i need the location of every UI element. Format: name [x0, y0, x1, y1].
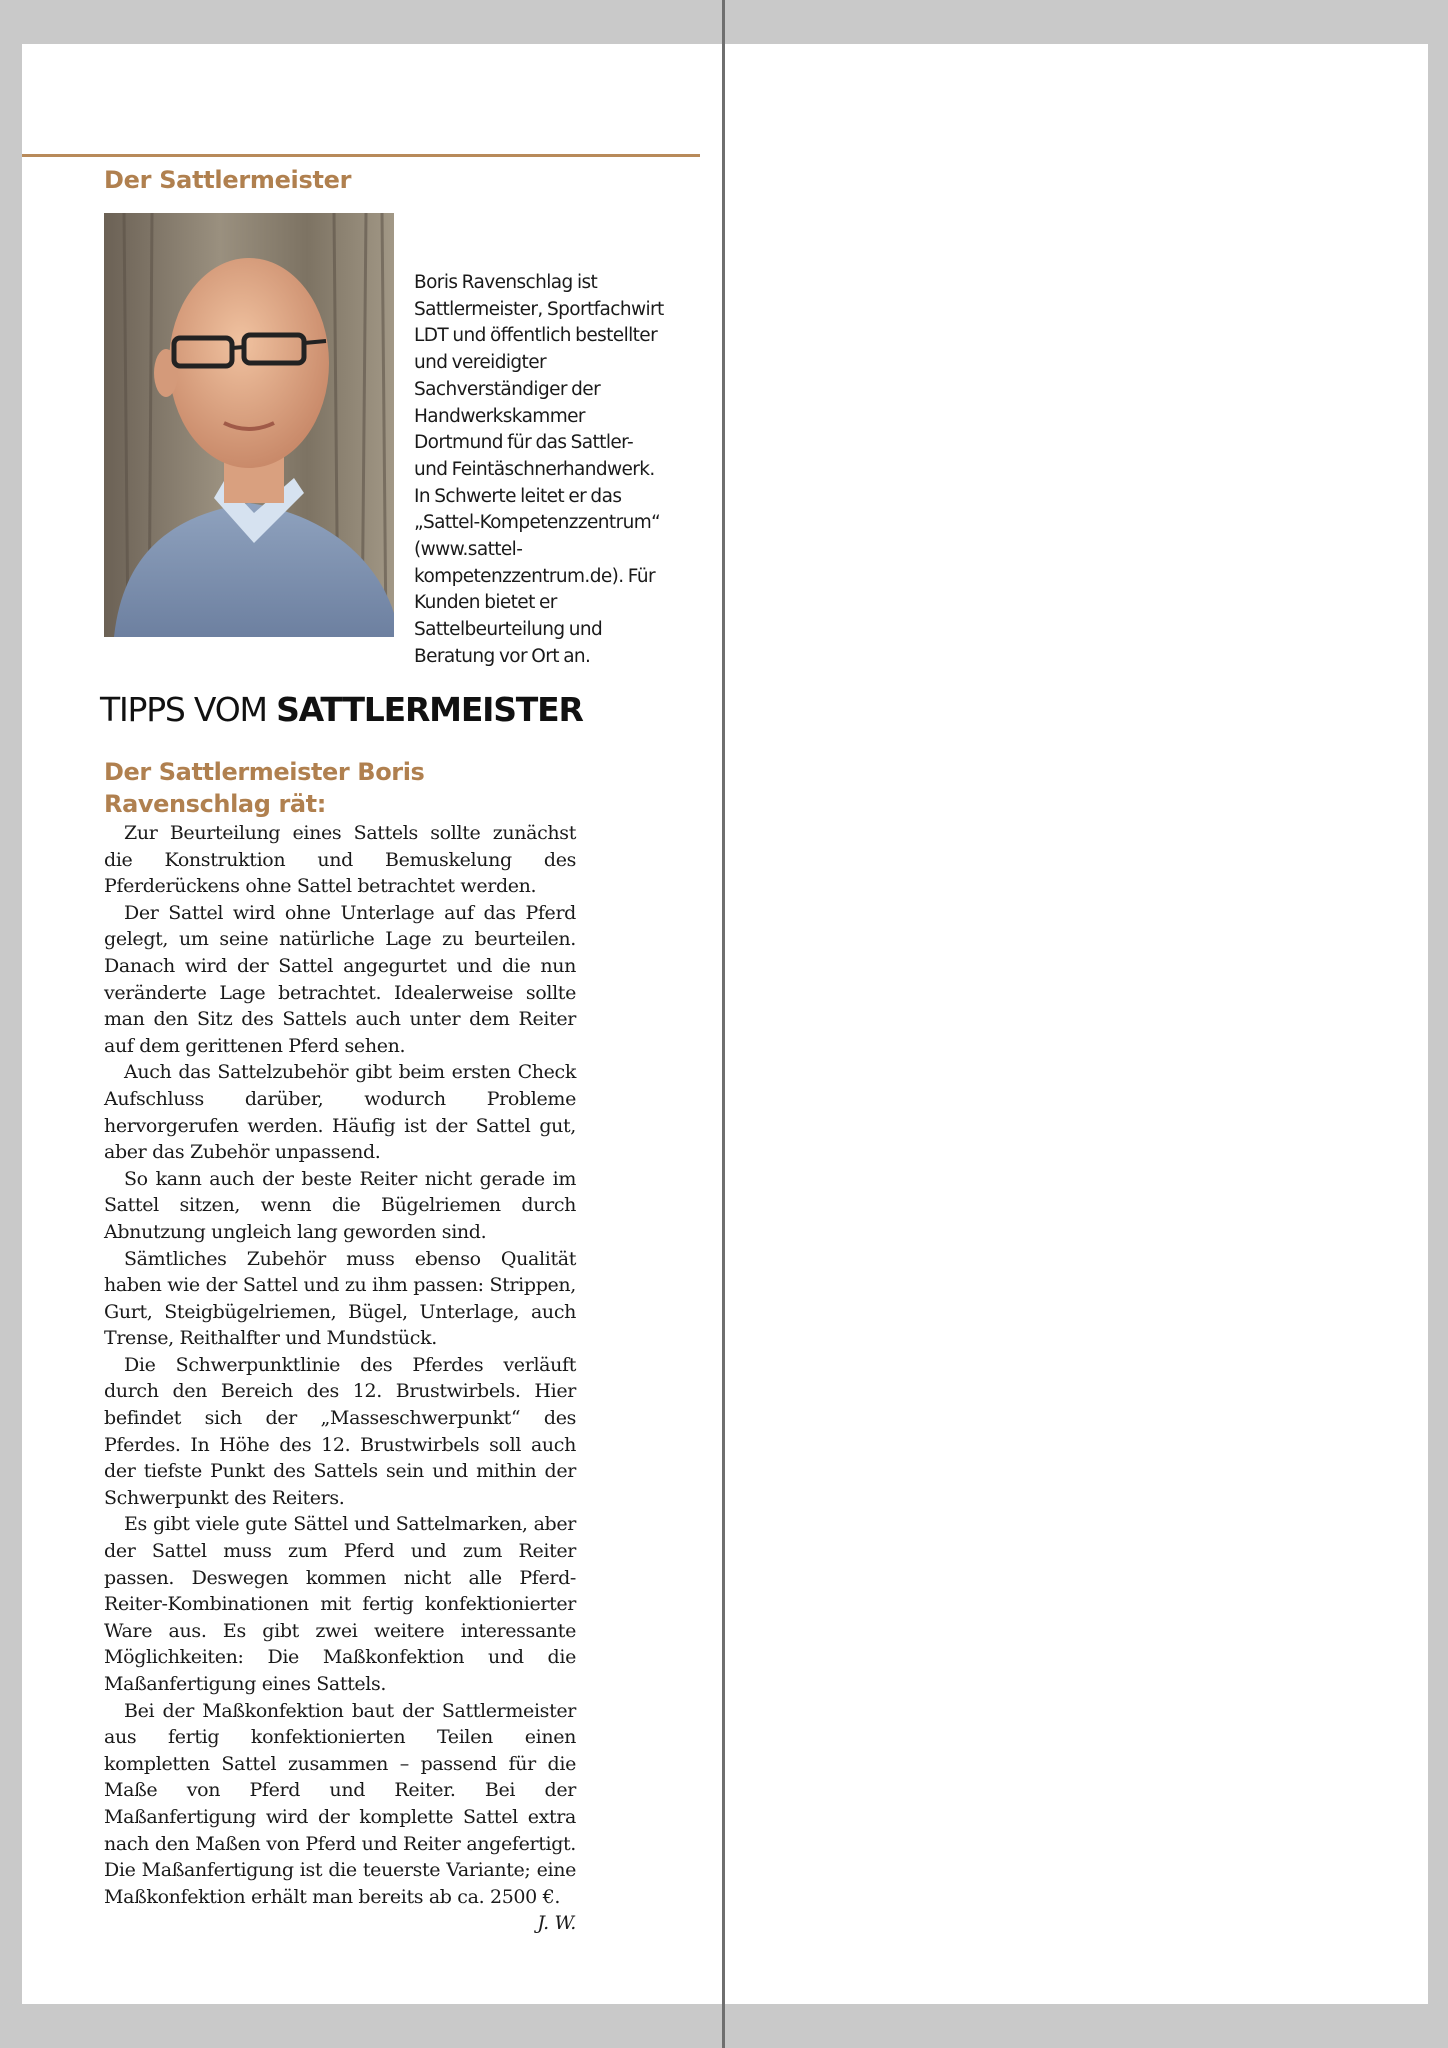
top-rule: [22, 154, 700, 157]
paragraph-4: So kann auch der beste Reiter nicht gerade im Sattel sitzen, wenn die Bügelriemen durch Abnutzung ungleich lang geworden sind.: [104, 1167, 576, 1243]
paragraph-3: Auch das Sattelzubehör gibt beim ersten Check Aufschluss darüber, wodurch Probleme hervorgerufen werden. Häufig ist der Sattel gut, aber das Zubehör unpassend.: [104, 1061, 576, 1164]
article-subheading: Der Sattlermeister Boris Ravenschlag rät:: [104, 758, 425, 818]
paragraph-8-text: Bei der Maßkonfektion baut der Sattlermeister aus fertig konfektionierten Teilen einen kompletten Sattel zusammen – passend für die Maße von Pferd und Reiter. Bei der Maßanfertigung wird der komplette Sattel extra nach den Maßen von Pferd und Reiter angefertigt. Die Maßanfertigung ist die teuerste Variante; eine Maßkonfektion erhält man bereits ab ca. 2500 €.: [104, 1699, 576, 1908]
paragraph-1: Zur Beurteilung eines Sattels sollte zunächst die Konstruktion und Bemuskelung des Pferderückens ohne Sattel betrachtet werden.: [104, 822, 576, 898]
portrait-photo: [104, 213, 394, 637]
info-box-title: Der Sattlermeister: [104, 166, 352, 194]
page-spine: [722, 0, 725, 2048]
paragraph-6: Die Schwerpunktlinie des Pferdes verläuft durch den Bereich des 12. Brustwirbels. Hier befindet sich der „Masseschwerpunkt“ des Pferdes. In Höhe des 12. Brustwirbels soll auch der tiefste Punkt des Sattels sein und mithin der Schwerpunkt des Reiters.: [104, 1353, 576, 1509]
paragraph-5: Sämtliches Zubehör muss ebenso Qualität haben wie der Sattel und zu ihm passen: Strippen, Gurt, Steigbügelriemen, Bügel, Unterlage, auch Trense, Reithalfter und Mundstück.: [104, 1247, 576, 1350]
section-heading: [100, 690, 583, 729]
paragraph-7: Es gibt viele gute Sättel und Sattelmarken, aber der Sattel muss zum Pferd und zum Reiter passen. Deswegen kommen nicht alle Pferd-Reiter-Kombinationen mit fertig konfektionierter Ware aus. Es gibt zwei weitere interessante Möglichkeiten: Die Maßkonfektion und die Maßanfertigung eines Sattels.: [104, 1513, 576, 1695]
article-body: [104, 820, 576, 1937]
author-signature: J. W.: [537, 1912, 576, 1935]
paragraph-2: Der Sattel wird ohne Unterlage auf das Pferd gelegt, um seine natürliche Lage zu beurteilen. Danach wird der Sattel angegurtet und die nun veränderte Lage betrachtet. Idealerweise sollte man den Sitz des Sattels auch unter dem Reiter auf dem gerittenen Pferd sehen.: [104, 901, 576, 1057]
author-bio: Boris Ravenschlag ist Sattlermeister, Sportfachwirt LDT und öffentlich bestellter und vereidigter Sachverständiger der Handwerkskammer Dortmund für das Sattler- und Feintäschnerhandwerk. In Schwerte leitet er das „Sattel-Kompetenzzentrum“ (www.sattel-kompetenzzentrum.de). Für Kunden bietet er Sattelbeurteilung und Beratung vor Ort an.: [414, 272, 664, 667]
paragraph-8: [104, 1698, 576, 1935]
heading-light: TIPPS VOM: [100, 690, 267, 729]
heading-bold: SATTLERMEISTER: [276, 690, 583, 729]
right-page: [725, 44, 1428, 2004]
